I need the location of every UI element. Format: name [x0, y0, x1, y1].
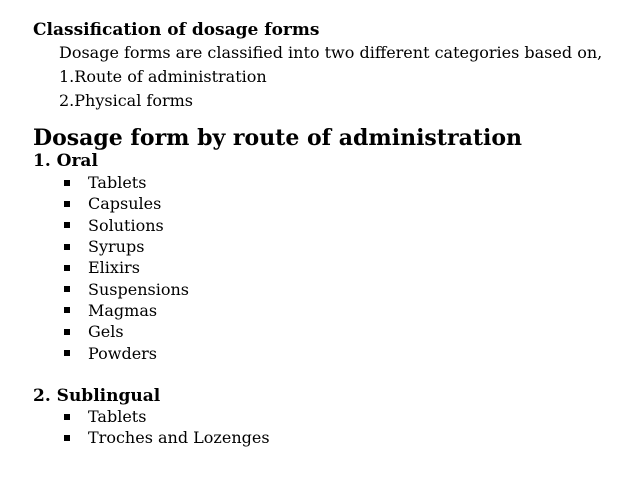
classification-point: 2.Physical forms	[59, 91, 193, 110]
bullet-icon	[64, 286, 70, 292]
list-item	[64, 342, 189, 363]
classification-intro-text: Dosage forms are classified into two different categories based on,	[59, 43, 603, 62]
section-title-oral: 1. Oral	[33, 151, 98, 171]
bullet-icon	[64, 307, 70, 313]
list-item	[64, 193, 189, 214]
list-item-label: Suspensions	[88, 279, 189, 299]
bullet-icon	[64, 414, 70, 420]
list-item-label: Elixirs	[88, 258, 140, 278]
list-item	[64, 172, 189, 193]
bullet-icon	[64, 329, 70, 335]
list-item	[64, 257, 189, 278]
bullet-icon	[64, 244, 70, 250]
bullet-icon	[64, 201, 70, 207]
section-title-sublingual: 2. Sublingual	[33, 386, 161, 406]
classification-intro-block	[59, 41, 602, 113]
list-item	[64, 278, 189, 299]
list-item-label: Syrups	[88, 237, 145, 257]
bullet-icon	[64, 222, 70, 228]
list-item	[64, 406, 270, 427]
classification-heading: Classification of dosage forms	[33, 20, 320, 40]
list-item	[64, 215, 189, 236]
bullet-icon	[64, 265, 70, 271]
list-item-label: Powders	[88, 343, 158, 363]
list-item	[64, 427, 270, 448]
list-item-label: Tablets	[88, 173, 147, 193]
list-item-label: Capsules	[88, 194, 162, 214]
bullet-icon	[64, 350, 70, 356]
classification-point: 1.Route of administration	[59, 67, 267, 86]
list-item-label: Gels	[88, 322, 124, 342]
list-item	[64, 300, 189, 321]
bullet-icon	[64, 435, 70, 441]
sublingual-list	[64, 406, 270, 449]
list-item-label: Solutions	[88, 215, 164, 235]
list-item	[64, 236, 189, 257]
route-heading: Dosage form by route of administration	[33, 125, 523, 151]
oral-list	[64, 172, 189, 364]
list-item-label: Troches and Lozenges	[88, 428, 270, 448]
list-item-label: Tablets	[88, 407, 147, 427]
list-item	[64, 321, 189, 342]
bullet-icon	[64, 180, 70, 186]
list-item-label: Magmas	[88, 300, 158, 320]
